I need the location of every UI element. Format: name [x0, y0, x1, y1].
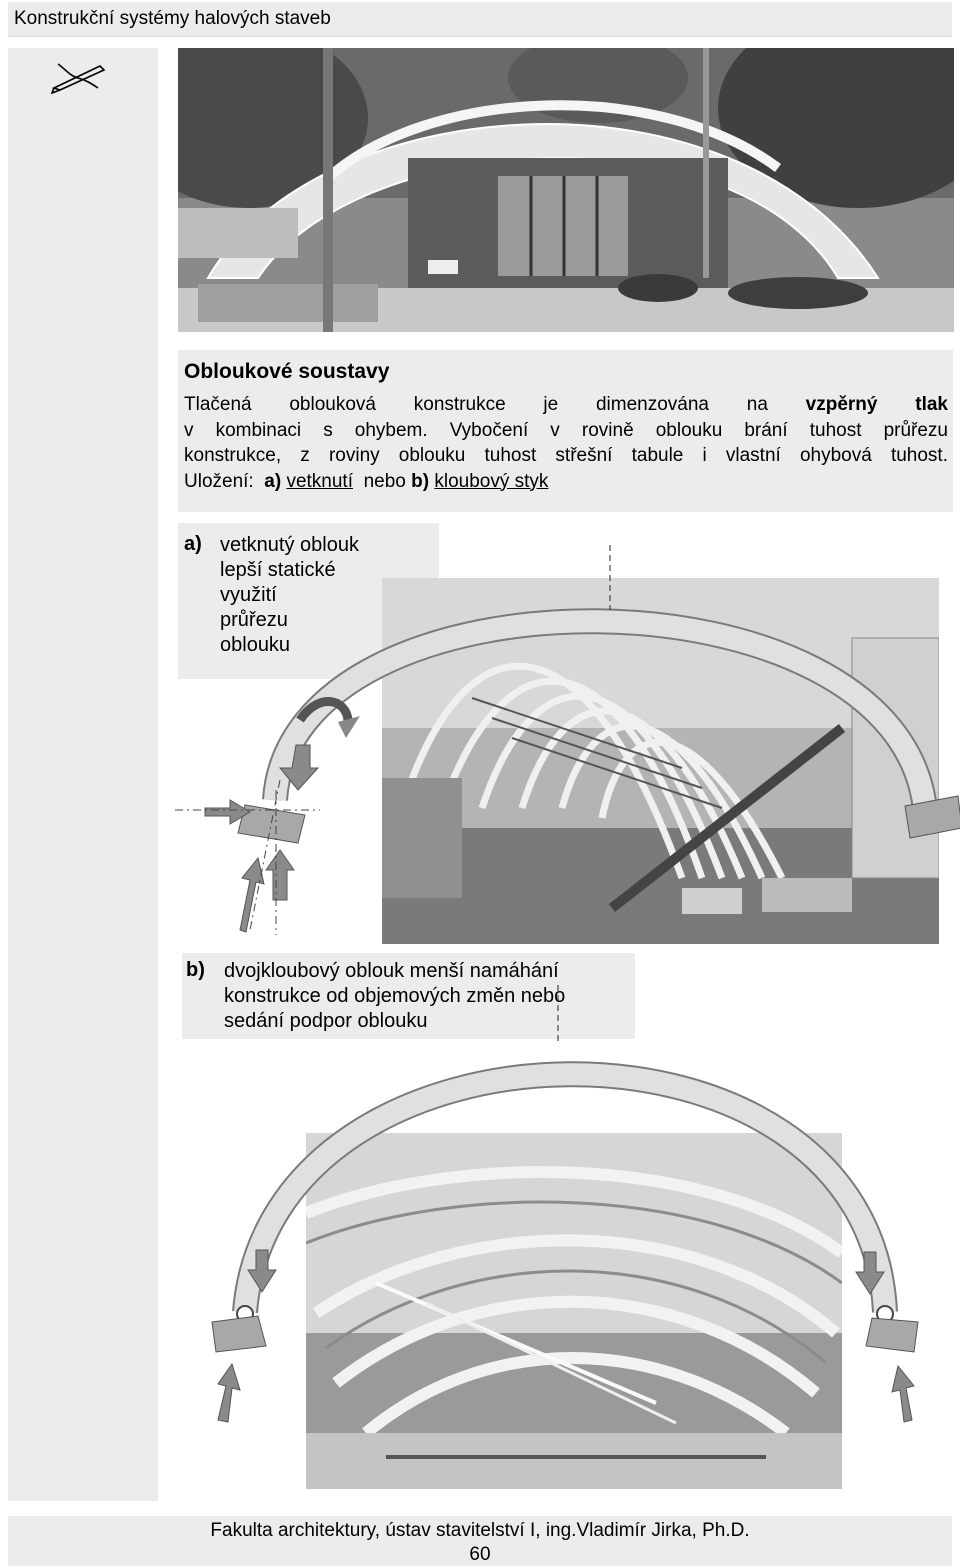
case-a-line: využití: [220, 584, 277, 606]
section-heading: Obloukové soustavy: [184, 360, 390, 383]
paragraph-line: konstrukce, z roviny oblouku tuhost střešní tabule i vlastní ohybová tuhost.: [184, 445, 948, 466]
section-paragraph: [184, 392, 948, 494]
footer-text: Fakulta architektury, ústav stavitelství I, ing.Vladimír Jirka, Ph.D.: [210, 1520, 750, 1541]
moment-arrow: [300, 701, 348, 725]
case-a-line: průřezu: [220, 609, 288, 631]
case-b-box: [182, 953, 635, 1039]
line1-bold: vzpěrný tlak: [805, 394, 948, 415]
force-arrow-up-right: [892, 1366, 914, 1422]
page-header: [8, 2, 952, 37]
paragraph-line: [184, 469, 948, 495]
page-number: 60: [469, 1544, 491, 1565]
case-b-line: konstrukce od objemových změn nebo: [224, 985, 566, 1007]
moment-arrowhead: [338, 716, 360, 738]
case-a-label: a): [184, 533, 202, 555]
hinge-right: [877, 1306, 893, 1322]
hinge-left: [237, 1306, 253, 1322]
force-arrow-down-right: [856, 1252, 884, 1294]
page-footer: [8, 1516, 952, 1566]
option-a-label: a): [264, 470, 282, 492]
case-b-line: sedání podpor oblouku: [224, 1010, 428, 1032]
case-b-text: [224, 959, 629, 1034]
case-a-line: lepší statické: [220, 559, 336, 581]
force-arrow-right: [205, 800, 250, 824]
case-b-line: dvojkloubový oblouk menší namáhání: [224, 960, 559, 982]
force-arrow-down-left: [248, 1250, 276, 1292]
fixed-support-left: [238, 805, 305, 843]
force-arrow-down: [280, 745, 318, 790]
arch-construction-photo: [382, 578, 939, 944]
header-title: Konstrukční systémy halových staveb: [14, 8, 331, 29]
hinged-support-right: [866, 1318, 918, 1352]
pen-writing-icon: [50, 58, 106, 94]
line1-text: Tlačená oblouková konstrukce je dimenzována na: [184, 394, 768, 415]
option-b-text: kloubový styk: [434, 470, 549, 492]
force-arrow-up: [240, 858, 264, 932]
left-margin: [8, 48, 158, 1501]
arch-building-photo: [178, 48, 954, 332]
paragraph-line: v kombinaci s ohybem. Vybočení v rovině oblouku brání tuhost průřezu: [184, 419, 948, 441]
option-a-text: vetknutí: [286, 470, 353, 492]
force-arrow-up-vertical: [266, 850, 294, 900]
case-b-label: b): [186, 959, 205, 981]
section-text-box: [178, 350, 953, 512]
case-a-line: vetknutý oblouk: [220, 534, 359, 556]
case-a-line: oblouku: [220, 634, 291, 656]
line4-conjunction: nebo: [363, 470, 406, 492]
hinged-support-left: [212, 1316, 266, 1352]
line4-prefix: Uložení:: [184, 470, 254, 492]
arch-hall-interior-photo: [306, 1133, 842, 1489]
force-arrow-up-left: [218, 1364, 240, 1422]
paragraph-line: [184, 392, 948, 418]
option-b-label: b): [411, 470, 430, 492]
